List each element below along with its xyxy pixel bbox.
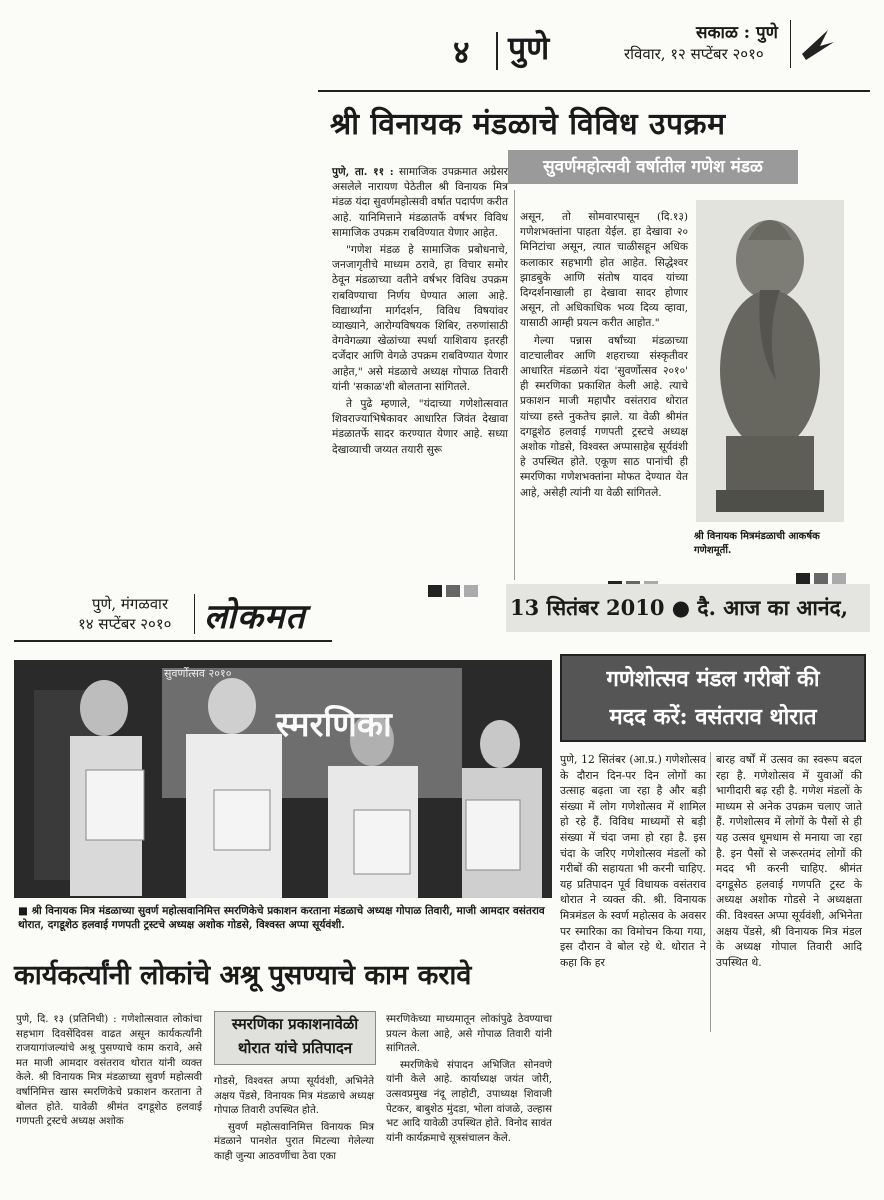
dateline: पुणे, ता. ११ : — [332, 166, 394, 178]
masthead-underline — [318, 90, 870, 92]
clip3-col2-para2: सुवर्ण महोत्सवानिमित्त विनायक मित्र मंडळाने पानशेत पुरात मिटल्या गेलेल्या काही जुन्या आठवणींचा ठेवा एका — [214, 1121, 374, 1162]
clip3-col3-para1: स्मरणिकेच्या माध्यमातून लोकांपुढे ठेवण्याचा प्रयत्न केला आहे, असे गोपाळ तिवारी यांनी सांगितले. — [386, 1014, 552, 1055]
lokmat-date-line2: १४ सप्टेंबर २०१० — [78, 615, 172, 633]
lokmat-divider — [194, 594, 195, 634]
article-column-1 — [332, 165, 508, 460]
hindi-headline-line1: गणेशोत्सव मंडल गरीबों की — [606, 666, 820, 692]
aajka-header — [506, 584, 870, 632]
caption-bullet: ■ — [18, 905, 32, 917]
sakal-clipping — [318, 10, 870, 590]
hindi-clipping — [556, 650, 872, 1046]
caption-text: श्री विनायक मित्र मंडळाच्या सुवर्ण महोत्सवानिमित्त स्मरणिकेचे प्रकाशन करताना मंडळाचे अध्यक्ष गोपाळ तिवारी, माजी आमदार वसंतराव थोरात, दगडूशेठ हलवाई गणपती ट्रस्टचे अध्यक्ष अशोक गोडसे, विश्वस्त अप्पा सूर्यवंशी. — [18, 905, 545, 931]
idol-photo-caption: श्री विनायक मित्रमंडळाची आकर्षक गणेशमूर्ती. — [694, 531, 820, 556]
col1-para2: "गणेश मंडळ हे सामाजिक प्रबोधनाचे, जनजागृतीचे माध्यम ठरावे, हा विचार समोर ठेवून मंडळाच्या वतीने वर्षभर विविध उपक्रम राबविण्याचा निर्णय घेण्यात आला आहे. विद्यार्थ्यांना मार्गदर्शन, विविध विषयांवर व्याख्याने, आरोग्यविषयक शिबिर, तरुणांसाठी वेगवेगळ्या खेळांच्या स्पर्धा याशिवाय इतरही दर्जेदार आणि वेगळे उपक्रम राबविण्यात येणार आहेत," असे मंडळाचे अध्यक्ष गोपाळ तिवारी यांनी 'सकाळ'शी बोलताना सांगितले. — [332, 244, 508, 393]
clip3-column-3 — [386, 1013, 552, 1148]
clip3-column-2 — [214, 1075, 374, 1167]
aajka-date: 13 सितंबर 2010 ● दै. आज का आनंद, — [510, 595, 849, 620]
release-event-photo — [14, 660, 552, 898]
banner-text-small: सुवर्णोत्सव २०१० — [164, 667, 232, 680]
col1-para3: ते पुढे म्हणाले, "यंदाच्या गणेशोत्सवात शिवराज्याभिषेकावर आधारित जिवंत देखावा मंडळातर्फे सादर करण्यात येणार आहे. सध्या देखाव्याची जय्यत तयारी सुरू — [332, 398, 508, 456]
column-rule — [514, 190, 515, 580]
clip3-subhead-line2: थोरात यांचे प्रतिपादन — [237, 1039, 353, 1057]
clip3-column-1: पुणे, दि. १३ (प्रतिनिधी) : गणेशोत्सवात लोकांचा सहभाग दिवसेंदिवस वाढत असून कार्यकर्त्यांनी राजयागांजल्यांचे अश्रू पुसण्याचे काम करावे, असे मत माजी आमदार वसंतराव थोरात यांनी व्यक्त केले. श्री विनायक मित्र मंडळाच्या सुवर्ण महोत्सवी वर्षानिमित्त खास स्मरणिकेचे प्रकाशन करताना ते बोलत होते. यावेळी श्रीमंत दगडूशेठ हलवाई गणपती ट्रस्टचे अध्यक्ष अशोक — [16, 1014, 202, 1128]
clip3-col2-para1: गोडसे, विश्वस्त अप्पा सूर्यवंशी, अभिनेते अक्षय पेंडसे, विनायक मित्र मंडळाचे अध्यक्ष गोपाळ तिवारी उपस्थित होते. — [214, 1076, 374, 1117]
hindi-column-rule — [710, 752, 711, 1032]
lokmat-clipping — [14, 955, 554, 1195]
section-title: पुणे — [508, 29, 550, 67]
end-mark-1 — [428, 582, 482, 601]
ganesh-idol-photo — [696, 200, 844, 522]
col2-para1: असून, तो सोमवारपासून (दि.१३) गणेशभक्तांना पाहता येईल. हा देखावा २० मिनिटांचा असून, त्यात चाळीसहून अधिक कलाकार सहभागी होत आहेत. सिद्धेश्वर झाडबुके आणि संतोष यादव यांच्या दिग्दर्शनाखाली हा देखावा सादर होणार असून, तो अधिकाधिक भव्य दिव्य व्हावा, यासाठी आम्ही प्रयत्न करीत आहोत." — [520, 211, 688, 330]
page-number: ४ — [453, 33, 470, 71]
article-column-2 — [520, 210, 688, 503]
clip3-subhead-box — [214, 1011, 376, 1065]
col2-para2: गेल्या पन्नास वर्षांच्या मंडळाच्या वाटचालीवर आणि शहराच्या संस्कृतीवर आधारित मंडळाने यंदा 'सुवर्णोत्सव २०१०' ही स्मरणिका प्रकाशित केली आहे. त्याचे प्रकाशन माजी महापौर वसंतराव थोरात यांच्या हस्ते नुकतेच झाले. या वेळी श्रीमंत दगडूशेठ हलवाई गणपती ट्रस्टचे अध्यक्ष अशोक गोडसे, विश्वस्त अप्पासाहेब सूर्यवंशी हे उपस्थित होते. एकूण साठ पानांची ही स्मरणिका गणेशभक्तांना मोफत देण्यात येत आहे, असेही त्यांनी या वेळी सांगितले. — [520, 334, 688, 499]
clip3-headline: कार्यकर्त्यांनी लोकांचे अश्रू पुसण्याचे काम करावे — [14, 960, 472, 991]
sakal-logo-icon — [798, 24, 838, 64]
kicker-banner: सुवर्णमहोत्सवी वर्षातील गणेश मंडळ — [508, 150, 798, 184]
hindi-headline-box — [560, 654, 866, 742]
lokmat-date-line1: पुणे, मंगळवार — [92, 595, 169, 613]
article-headline: श्री विनायक मंडळाचे विविध उपक्रम — [330, 107, 726, 142]
ganesh-idol-image — [696, 200, 844, 522]
release-photo-caption — [18, 904, 550, 932]
clip3-col3-para2: स्मरणिकेचे संपादन अभिजित सोनवणे यांनी केले आहे. कार्याध्यक्ष जयंत जोरी, उत्सवप्रमुख नंदू लाहोटी, उपाध्यक्ष शिवाजी पेटकर, बाबुशेठ मुंदडा, भोला वांजळे, उल्हास भट आदि यावेळी उपस्थित होते. विनोद सावंत यांनी कार्यक्रमाचे सूत्रसंचालन केले. — [386, 1059, 552, 1144]
masthead-divider — [496, 32, 498, 70]
hindi-column-2: बारह वर्षों में उत्सव का स्वरूप बदल रहा है. गणेशोत्सव में युवाओं की भागीदारी बढ़ रही है. गणेश मंडलों के माध्यम से अनेक उपक्रम चलाए जाते हैं. गणेशोत्सव में लोगों के पैसों से ही यह उत्सव धूमधाम से मनाया जा रहा है. इन पैसों से जरूरतमंद लोगों की मदद भी करनी चाहिए. श्रीमंत दगडूसेठ हलवाई गणपति ट्रस्ट के अध्यक्ष अशोक गोडसे ने अध्यक्षता की. विश्वस्त अप्पा सूर्यवंशी, अभिनेता अक्षय पेंडसे, श्री विनायक मित्र मंडल के अध्यक्ष गोपाल तिवारी आदि उपस्थित थे. — [716, 753, 862, 969]
hindi-headline-line2: मदद करें: वसंतराव थोरात — [609, 704, 817, 730]
lokmat-header — [14, 590, 332, 642]
hindi-column-1: पुणे, 12 सितंबर (आ.प्र.) गणेशोत्सव के दौरान दिन-पर दिन लोगों का उत्साह बढ़ता जा रहा है और बड़ी संख्या में लोग गणेशोत्सव में शामिल हो रहे हैं. विविध माध्यमों से बड़ी संख्या में चंदा जमा हो रहा है. इस चंदा के जरिए गणेशोत्सव मंडलों को गरीबों की सहायता भी करनी चाहिए. यह प्रतिपादन पूर्व विधायक वसंतराव थोरात ने व्यक्त की. श्री. विनायक मित्रमंडल के स्वर्ण महोत्सव के अवसर पर स्मारिका का विमोचन किया गया, इस दौरान वे बोल रहे थे. थोरात ने कहा कि हर — [560, 753, 706, 969]
clip3-subhead-line1: स्मरणिका प्रकाशनावेळी — [231, 1015, 359, 1033]
issue-date: रविवार, १२ सप्टेंबर २०१० — [624, 45, 764, 63]
release-event-image — [14, 660, 552, 898]
banner-text: स्मरणिका — [276, 705, 392, 745]
lokmat-logo: लोकमत — [204, 597, 306, 637]
masthead-divider-2 — [790, 20, 791, 68]
col1-para1: सामाजिक उपक्रमात अग्रेसर असलेले नारायण पेठेतील श्री विनायक मित्र मंडळ यंदा सुवर्णमहोत्सवी वर्षात पदार्पण करीत आहे. यानिमित्ताने मंडळातर्फे वर्षभर विविध सामाजिक उपक्रम राबविण्यात येणार आहेत. — [332, 166, 508, 239]
paper-name: सकाळ : पुणे — [696, 23, 778, 43]
